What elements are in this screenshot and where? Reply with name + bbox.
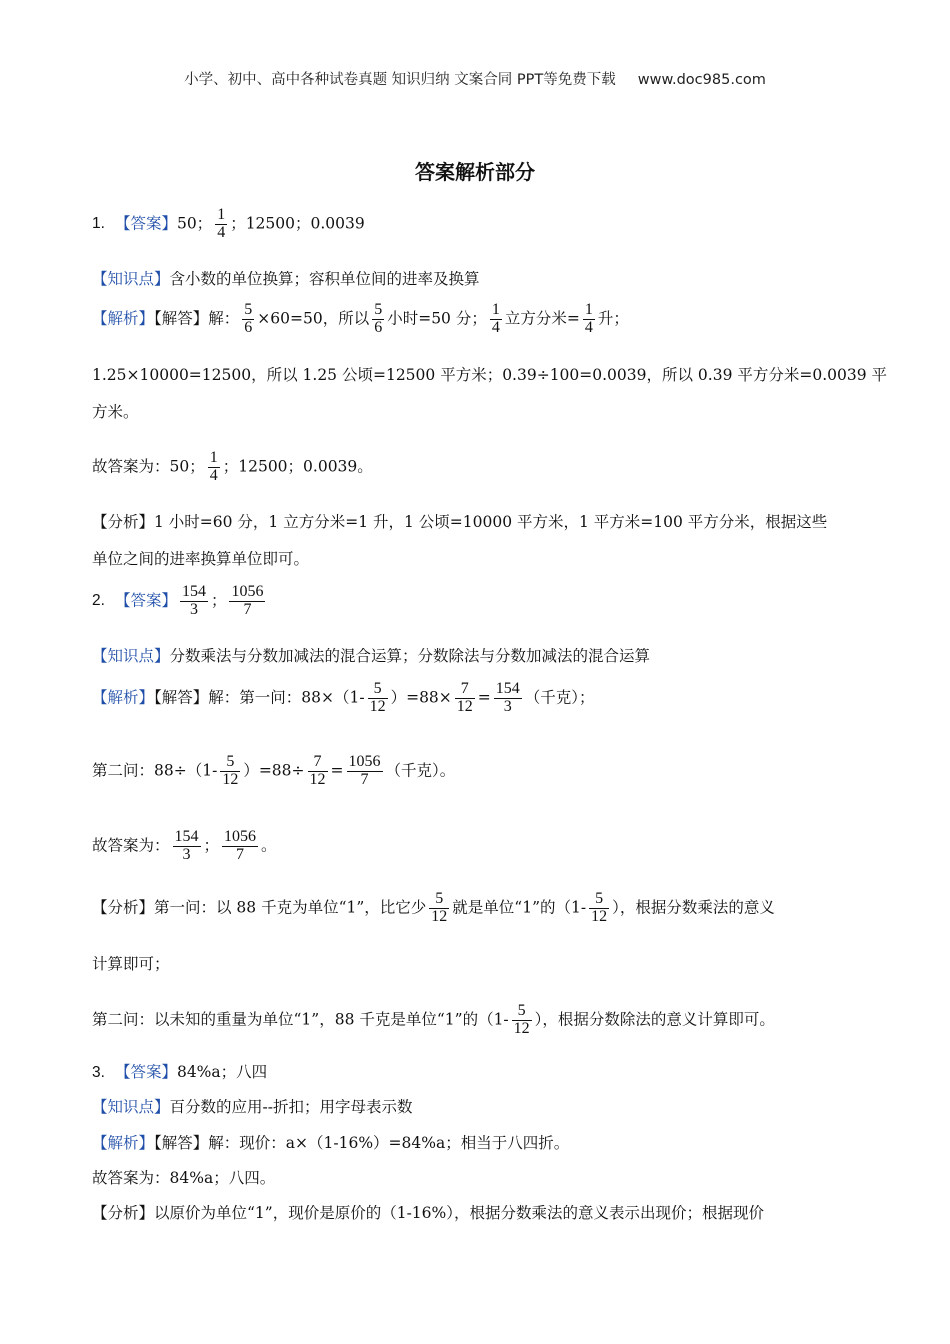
q3-answer [92, 1061, 267, 1084]
analysis-tag: 【解析】 [92, 309, 155, 328]
analysis-text: 就是单位“1”的（1- [452, 898, 587, 917]
q1-answer [92, 207, 365, 242]
solution-text: 升； [597, 309, 629, 328]
fraction [512, 1003, 532, 1038]
q1-solution-line3: 方米。 [92, 403, 139, 421]
denominator: 12 [591, 907, 608, 925]
q3-analysis: 【分析】以原价为单位“1”，现价是原价的（1-16%），根据分数乘法的意义表示出现价；根据现价 [92, 1204, 765, 1222]
knowledge-tag: 【知识点】 [92, 1098, 170, 1116]
unit-text: （千克）。 [385, 761, 456, 780]
separator: ； [210, 591, 227, 610]
answer-text: ；12500；0.0039 [230, 214, 365, 233]
knowledge-text: 百分数的应用--折扣；用字母表示数 [169, 1098, 413, 1116]
q3-number: 3. [92, 1064, 105, 1081]
q1-analysis-line1: 【分析】1 小时=60 分，1 立方分米=1 升，1 公顷=10000 平方米，1 平方米=100 平方分米，根据这些 [92, 513, 828, 531]
denominator: 12 [369, 697, 386, 715]
fraction [429, 891, 449, 926]
answer-tag: 【答案】 [114, 214, 177, 233]
answer-text: 50； [176, 214, 213, 233]
numerator: 5 [244, 301, 253, 318]
final-text: 故答案为： [92, 836, 170, 855]
answer-tag: 【答案】 [114, 1063, 177, 1081]
fraction [494, 681, 522, 716]
separator: ； [203, 836, 220, 855]
q1-analysis-line2: 单位之间的进率换算单位即可。 [92, 550, 310, 568]
denominator: 3 [503, 697, 512, 715]
analysis-text: 【分析】第一问：以 88 千克为单位“1”，比它少 [92, 898, 427, 917]
numerator: 5 [220, 754, 240, 772]
numerator: 154 [181, 583, 206, 600]
header-text: 小学、初中、高中各种试卷真题 知识归纳 文案合同 PPT等免费下载 [184, 72, 616, 88]
fraction [208, 450, 220, 485]
numerator: 1 [584, 301, 593, 318]
analysis-text: ），根据分数乘法的意义 [612, 898, 775, 917]
q3-knowledge [92, 1096, 413, 1118]
equals: = [477, 688, 491, 707]
denominator: 6 [374, 318, 383, 336]
fraction [173, 829, 201, 864]
denominator: 12 [431, 907, 448, 925]
page-title: 答案解析部分 [415, 160, 535, 184]
solution-text: 立方分米= [504, 309, 580, 328]
equals: = [330, 761, 344, 780]
numerator: 1 [491, 301, 500, 318]
q3-final-answer: 故答案为：84%a；八四。 [92, 1169, 276, 1187]
solution-text: ×60=50，所以 [257, 309, 370, 328]
q1-number: 1. [92, 215, 105, 233]
numerator: 1056 [231, 583, 264, 600]
numerator: 7 [308, 754, 328, 772]
fraction [308, 754, 328, 789]
denominator: 4 [209, 466, 218, 484]
solution-text: 【解答】解：第一问：88×（1- [154, 688, 365, 707]
q1-knowledge [92, 268, 480, 290]
q2-analysis-line3 [92, 1003, 775, 1038]
answer-text: 84%a；八四 [176, 1063, 268, 1081]
analysis-text: 第二问：以未知的重量为单位“1”，88 千克是单位“1”的（1- [92, 1010, 509, 1029]
q2-analysis-line1 [92, 891, 775, 926]
solution-text: 【解答】解：现价：a×（1-16%）=84%a；相当于八四折。 [154, 1134, 570, 1152]
numerator: 5 [589, 891, 609, 909]
knowledge-text: 含小数的单位换算；容积单位间的进率及换算 [169, 270, 480, 288]
fraction [347, 754, 383, 789]
q1-solution [92, 302, 629, 337]
q2-solution-2 [92, 754, 455, 789]
fraction [180, 584, 208, 619]
final-text: ；12500；0.0039。 [222, 457, 373, 476]
numerator: 1 [209, 449, 218, 466]
final-text: 。 [261, 836, 277, 855]
numerator: 5 [374, 301, 383, 318]
q2-number: 2. [92, 592, 105, 610]
knowledge-tag: 【知识点】 [92, 270, 170, 288]
denominator: 3 [182, 845, 191, 863]
q1-final-answer [92, 450, 373, 485]
numerator: 5 [368, 681, 388, 699]
analysis-tag: 【解析】 [92, 1134, 155, 1152]
denominator: 4 [217, 223, 226, 241]
fraction [368, 681, 388, 716]
header-url[interactable]: www.doc985.com [637, 72, 766, 88]
fraction [490, 302, 502, 337]
q2-analysis-line2: 计算即可； [92, 955, 170, 973]
numerator: 7 [455, 681, 475, 699]
numerator: 154 [495, 680, 520, 697]
fraction [372, 302, 384, 337]
numerator: 154 [174, 828, 199, 845]
q1-solution-line2: 1.25×10000=12500，所以 1.25 公顷=12500 平方米；0.39÷100=0.0039，所以 0.39 平方分米=0.0039 平 [92, 366, 888, 384]
solution-text: 【解答】解： [154, 309, 240, 328]
analysis-tag: 【解析】 [92, 688, 155, 707]
denominator: 3 [189, 600, 198, 618]
q2-final-answer [92, 829, 277, 864]
denominator: 6 [244, 318, 253, 336]
knowledge-text: 分数乘法与分数加减法的混合运算；分数除法与分数加减法的混合运算 [169, 647, 651, 665]
numerator: 5 [512, 1003, 532, 1021]
fraction [242, 302, 254, 337]
denominator: 12 [309, 770, 326, 788]
denominator: 4 [491, 318, 500, 336]
denominator: 12 [456, 697, 473, 715]
analysis-text: ），根据分数除法的意义计算即可。 [534, 1010, 775, 1029]
q2-answer [92, 584, 268, 619]
denominator: 12 [222, 770, 239, 788]
denominator: 7 [243, 600, 252, 618]
fraction [229, 584, 265, 619]
unit-text: （千克）； [524, 688, 595, 707]
numerator: 1056 [224, 828, 257, 845]
numerator: 1 [217, 206, 226, 223]
fraction [215, 207, 227, 242]
fraction [220, 754, 240, 789]
solution-text: 小时=50 分； [387, 309, 487, 328]
q2-solution [92, 681, 595, 716]
denominator: 12 [513, 1019, 530, 1037]
solution-text: 第二问：88÷（1- [92, 761, 218, 780]
solution-text: ）=88× [390, 688, 452, 707]
fraction [583, 302, 595, 337]
q3-solution [92, 1132, 569, 1154]
numerator: 5 [429, 891, 449, 909]
final-text: 故答案为：50； [92, 457, 205, 476]
answer-tag: 【答案】 [114, 591, 177, 610]
solution-text: ）=88÷ [243, 761, 305, 780]
numerator: 1056 [348, 753, 381, 770]
denominator: 7 [236, 845, 245, 863]
denominator: 4 [584, 318, 593, 336]
q2-knowledge [92, 645, 650, 667]
denominator: 7 [360, 770, 369, 788]
page-header [0, 68, 950, 89]
fraction [589, 891, 609, 926]
fraction [455, 681, 475, 716]
fraction [222, 829, 258, 864]
knowledge-tag: 【知识点】 [92, 647, 170, 665]
